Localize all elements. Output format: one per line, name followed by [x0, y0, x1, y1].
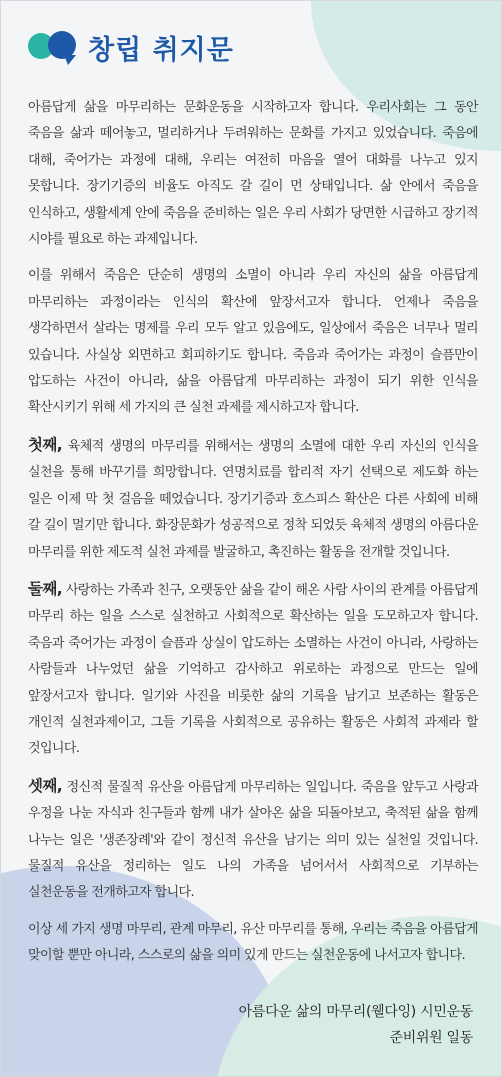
paragraph-first: [28, 432, 478, 566]
speech-bubbles-icon: [28, 27, 80, 67]
paragraph-purpose: [28, 263, 478, 421]
paragraph-lead: 둘째,: [28, 579, 63, 598]
page-title: 창립 취지문: [88, 34, 234, 66]
paragraph-text: 이를 위해서 죽음은 단순히 생명의 소멸이 아니라 우리 자신의 삶을 아름답게 마무리하는 과정이라는 인식의 확산에 앞장서고자 합니다. 언제나 죽음을 생각하면서 살라는 명제를 우리 모두 알고 있음에도, 일상에서 죽음은 너무나 멀리 있습니다. 사실상 외면하고 회피하기도 합니다. 죽음과 죽어가는 과정이 슬픔만이 압도하는 사건이 아니라, 삶을 아름답게 마무리하는 과정이 되기 위한 인식을 확산시키기 위해 세 가지의 큰 실천 과제를 제시하고자 합니다.: [28, 268, 478, 416]
paragraph-intro: [28, 95, 478, 253]
body-text: [28, 95, 478, 980]
paragraph-lead: 셋째,: [28, 776, 63, 795]
paragraph-text: 아름답게 삶을 마무리하는 문화운동을 시작하고자 합니다. 우리사회는 그 동안 죽음을 삶과 떼어놓고, 멀리하거나 두려워하는 문화를 가지고 있었습니다. 죽음에 대해, 죽어가는 과정에 대해, 우리는 여전히 마음을 열어 대화를 나누고 있지 못합니다. 장기기증의 비율도 아직도 갈 길이 먼 상태입니다. 삶 안에서 죽음을 인식하고, 생활세계 안에 죽음을 준비하는 일은 우리 사회가 당면한 시급하고 장기적 시야를 필요로 하는 과제입니다.: [28, 100, 478, 248]
signature: [239, 999, 473, 1051]
paragraph-third: [28, 773, 478, 907]
header: [28, 27, 234, 67]
signature-line-1: 아름다운 삶의 마무리(웰다잉) 시민운동: [238, 1004, 473, 1020]
signature-line-2: 준비위원 일동: [389, 1030, 473, 1046]
paragraph-text: 육체적 생명의 마무리를 위해서는 생명의 소멸에 대한 우리 자신의 인식을 실천을 통해 바꾸기를 희망합니다. 연명치료를 합리적 자기 선택으로 제도화 하는 일은 이제 막 첫 걸음을 떼었습니다. 장기기증과 호스피스 확산은 다른 사회에 비해 갈 길이 멀기만 합니다. 화장문화가 성공적으로 정착 되었듯 육체적 생명의 아름다운 마무리를 위한 제도적 실천 과제를 발굴하고, 촉진하는 활동을 전개할 것입니다.: [28, 438, 478, 560]
paragraph-conclusion: [28, 917, 478, 970]
paragraph-lead: 첫째,: [28, 435, 63, 454]
paragraph-text: 이상 세 가지 생명 마무리, 관계 마무리, 유산 마무리를 통해, 우리는 죽음을 아름답게 맞이할 뿐만 아니라, 스스로의 삶을 의미 있게 만드는 실천운동에 나서고자 합니다.: [28, 921, 478, 964]
paragraph-second: [28, 576, 478, 763]
paragraph-text: 정신적 물질적 유산을 아름답게 마무리하는 일입니다. 죽음을 앞두고 사랑과 우정을 나눈 자식과 친구들과 함께 내가 살아온 삶을 되돌아보고, 축적된 삶을 함께 나누는 일은 '생존장례'와 같이 정신적 유산을 남기는 의미 있는 실천일 것입니다. 물질적 유산을 정리하는 일도 나의 가족을 넘어서서 사회적으로 기부하는 실천운동을 전개하고자 합니다.: [28, 779, 478, 901]
paragraph-text: 사랑하는 가족과 친구, 오랫동안 삶을 같이 해온 사람 사이의 관계를 아름답게 마무리 하는 일을 스스로 실천하고 사회적으로 확산하는 일을 도모하고자 합니다. 죽음과 죽어가는 과정이 슬픔과 상실이 압도하는 소멸하는 사건이 아니라, 사랑하는 사람들과 나누었던 삶을 기억하고 감사하고 위로하는 과정으로 만드는 일에 앞장서고자 합니다. 일기와 사진을 비롯한 삶의 기록을 남기고 보존하는 활동은 개인적 실천과제이고, 그들 기록을 사회적으로 공유하는 활동은 사회적 과제라 할 것입니다.: [28, 582, 478, 757]
